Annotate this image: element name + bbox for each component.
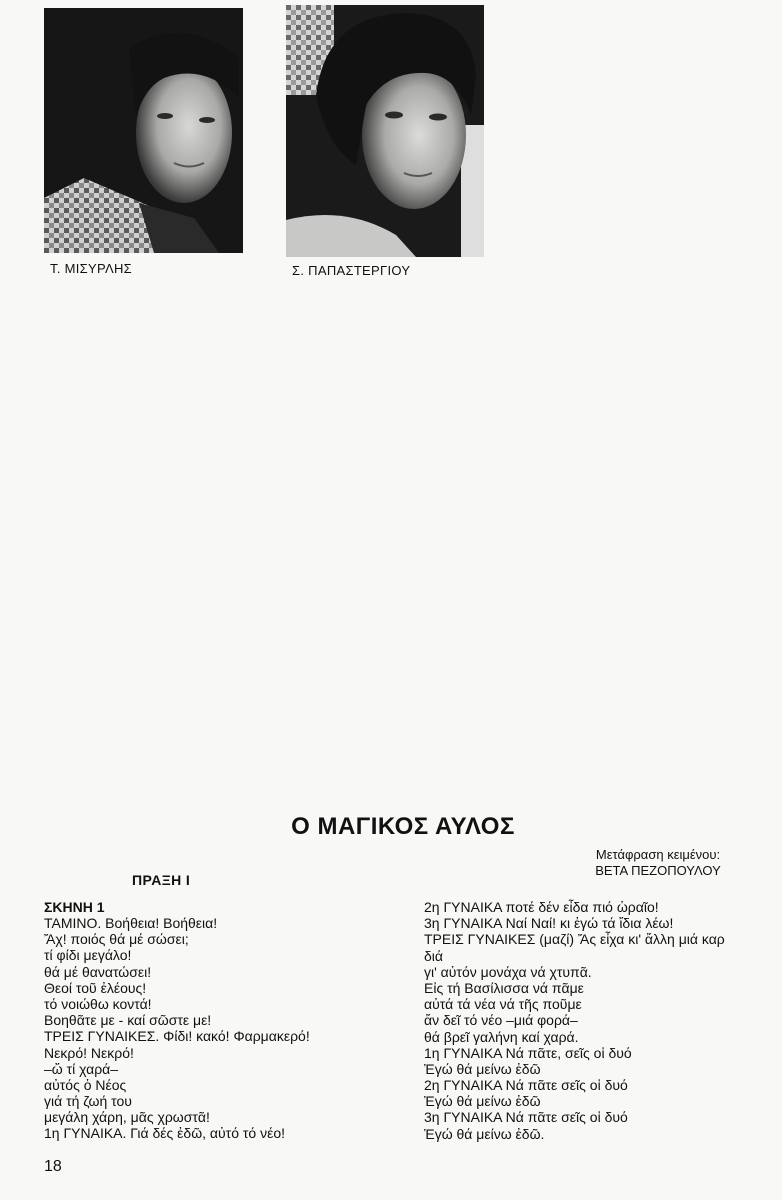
photo-caption-2: Σ. ΠΑΠΑΣΤΕΡΓΙΟΥ <box>292 263 411 278</box>
script-line: αὐτά τά νέα νά τῆς ποῦμε <box>424 996 582 1013</box>
script-line: 3η ΓΥΝΑΙΚΑ Ναί Ναί! κι ἐγώ τά ἴδια λέω! <box>424 915 674 932</box>
script-line: Ἐγώ θά μείνω ἐδῶ. <box>424 1125 545 1142</box>
script-line: 1η ΓΥΝΑΙΚΑ. Γιά δές ἐδῶ, αὐτό τό νέο! <box>44 1125 286 1142</box>
script-line: ἄν δεῖ τό νέο –μιά φορά– <box>424 1012 578 1029</box>
script-line: διά <box>424 947 443 964</box>
script-column-right <box>424 899 725 1142</box>
translation-credit <box>558 847 758 879</box>
script-line: 2η ΓΥΝΑΙΚΑ Νά πᾶτε σεῖς οἱ δυό <box>424 1077 628 1094</box>
photo-caption-1: Τ. ΜΙΣΥΡΛΗΣ <box>50 261 132 276</box>
script-line: ΤΡΕΙΣ ΓΥΝΑΙΚΕΣ (μαζί) Ἄς εἶχα κι' ἄλλη μιά καρ <box>424 931 725 948</box>
script-line: –ὤ τί χαρά– <box>44 1060 119 1077</box>
script-line: Θεοί τοῦ ἐλέους! <box>44 979 147 996</box>
script-line: ΤΑΜΙΝΟ. Βοήθεια! Βοήθεια! <box>44 915 218 931</box>
portrait-2-image <box>286 5 484 257</box>
script-line: Ἐγώ θά μείνω ἐδῶ <box>424 1060 541 1077</box>
script-line: Βοηθᾶτε με - καί σῶστε με! <box>44 1012 212 1029</box>
portrait-1-image <box>44 8 243 253</box>
script-line: 3η ΓΥΝΑΙΚΑ Νά πᾶτε σεῖς οἱ δυό <box>424 1109 628 1126</box>
script-line: μεγάλη χάρη, μᾶς χρωστᾶ! <box>44 1109 210 1126</box>
translator-name: ΒΕΤΑ ΠΕΖΟΠΟΥΛΟΥ <box>595 863 721 878</box>
script-line: 2η ΓΥΝΑΙΚΑ ποτέ δέν εἶδα πιό ὡραῖο! <box>424 899 659 915</box>
portrait-photo-2 <box>286 5 484 257</box>
page-number: 18 <box>44 1158 62 1175</box>
script-line: Ἐγώ θά μείνω ἐδῶ <box>424 1093 541 1110</box>
script-line: τί φίδι μεγάλο! <box>44 947 132 964</box>
script-line: τό νοιώθω κοντά! <box>44 995 152 1012</box>
portrait-photo-1 <box>44 8 243 253</box>
scene-heading: ΣΚΗΝΗ 1 <box>44 899 105 915</box>
script-line: θά βρεῖ γαλήνη καί χαρά. <box>424 1028 579 1045</box>
script-line: ΤΡΕΙΣ ΓΥΝΑΙΚΕΣ. Φίδι! κακό! Φαρμακερό! <box>44 1028 310 1045</box>
script-line: γιά τή ζωή του <box>44 1093 132 1110</box>
script-line: Νεκρό! Νεκρό! <box>44 1044 134 1061</box>
script-column-left <box>44 915 310 1142</box>
script-line: αὐτός ὁ Νέος <box>44 1076 127 1093</box>
translation-label: Μετάφραση κειμένου: <box>595 847 721 862</box>
act-heading: ΠΡΑΞΗ Ι <box>132 872 191 888</box>
script-line: γι' αὐτόν μονάχα νά χτυπᾶ. <box>424 963 592 980</box>
script-line: Εἰς τή Βασίλισσα νά πᾶμε <box>424 979 584 996</box>
script-line: 1η ΓΥΝΑΙΚΑ Νά πᾶτε, σεῖς οἱ δυό <box>424 1044 632 1061</box>
play-title: Ο ΜΑΓΙΚΟΣ ΑΥΛΟΣ <box>291 813 515 840</box>
script-line: θά μέ θανατώσει! <box>44 963 152 980</box>
script-line: Ἄχ! ποιός θά μέ σώσει; <box>44 931 189 948</box>
